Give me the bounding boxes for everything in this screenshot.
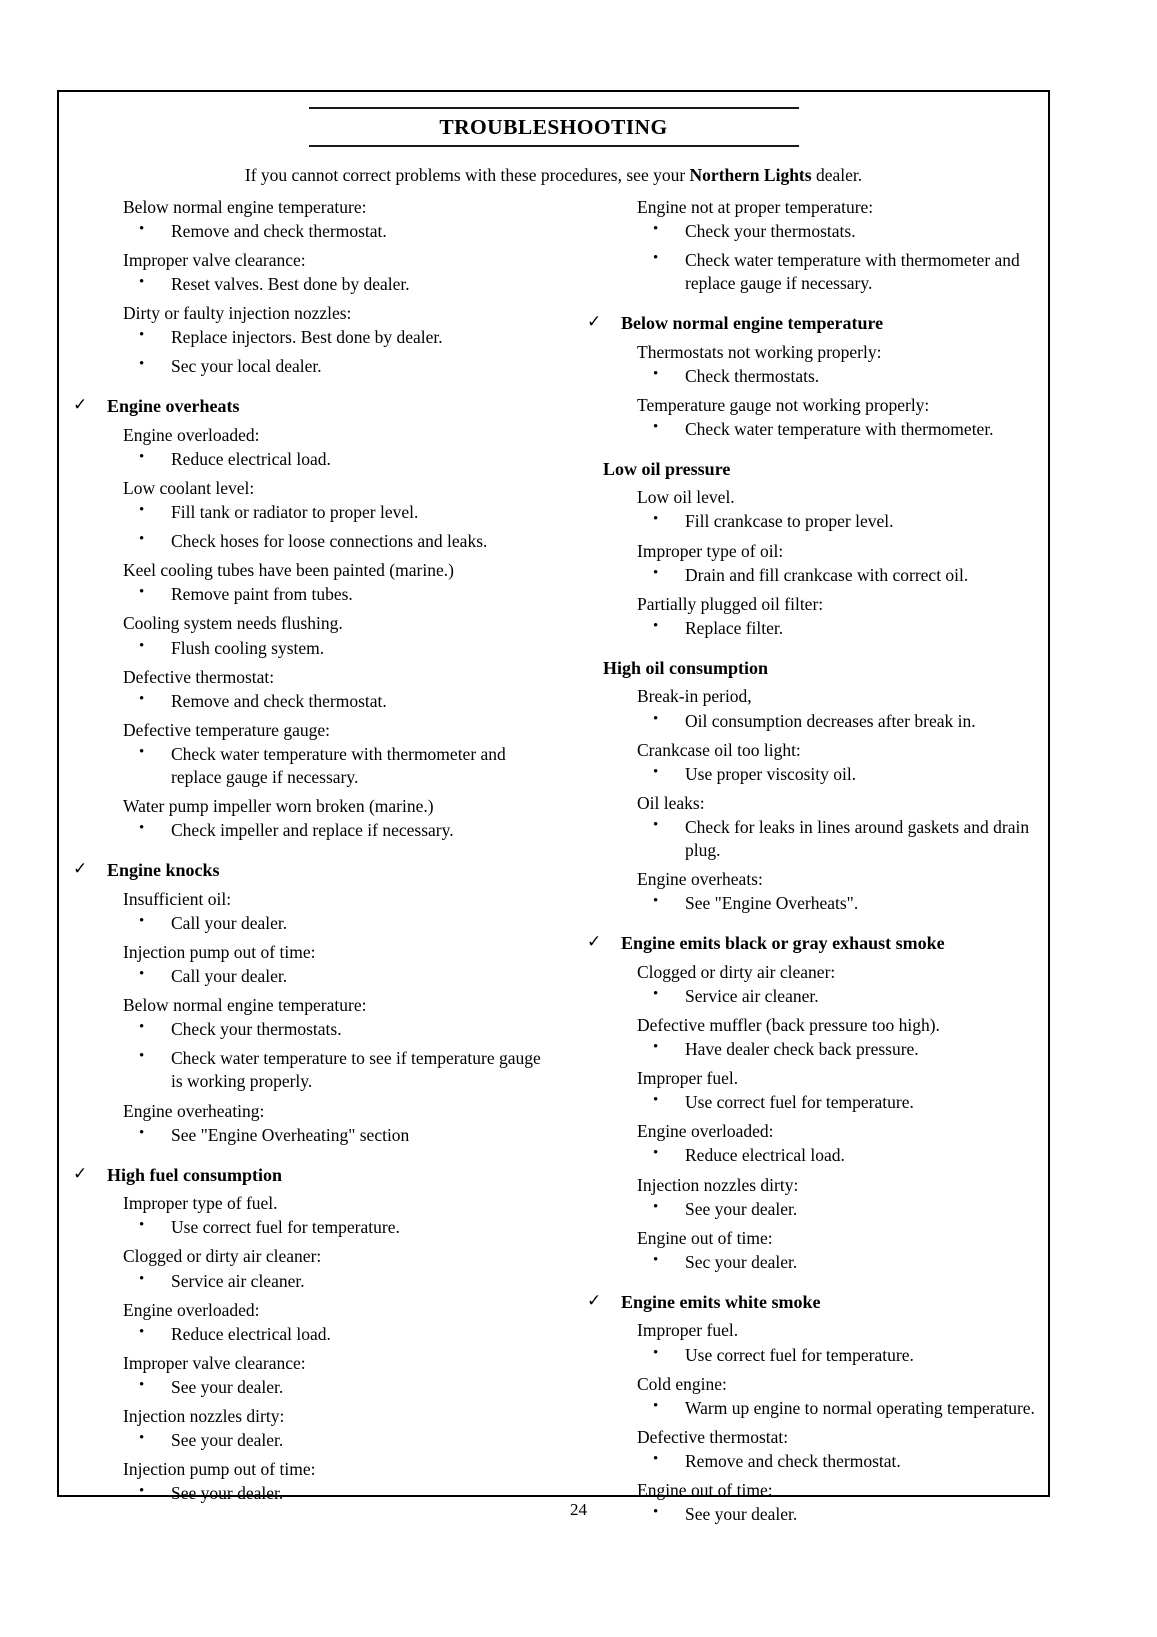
- remedy-text: Use proper viscosity oil.: [685, 763, 857, 784]
- remedy-item: [575, 892, 1045, 915]
- section-heading: [575, 312, 1045, 335]
- cause-label: Low coolant level:: [123, 477, 255, 498]
- cause-remedy-group: [61, 941, 556, 988]
- bullet-icon: •: [653, 511, 659, 528]
- remedy-text: Oil consumption decreases after break in.: [685, 710, 976, 731]
- remedy-text: See your dealer.: [685, 1504, 798, 1525]
- remedy-item: [575, 710, 1045, 733]
- cause-label: Engine overheats:: [637, 869, 763, 890]
- remedy-text: Remove and check thermostat.: [685, 1450, 901, 1471]
- cause-label: Improper fuel.: [637, 1068, 739, 1089]
- intro-suffix: dealer.: [811, 164, 863, 185]
- remedy-text: Check thermostats.: [685, 365, 820, 386]
- bullet-icon: •: [653, 365, 659, 382]
- remedy-item: [575, 1038, 1045, 1061]
- bullet-icon: •: [139, 1019, 145, 1036]
- section-heading: [575, 657, 1045, 680]
- intro-brand: Northern Lights: [689, 164, 812, 185]
- remedy-text: Reduce electrical load.: [171, 1323, 331, 1344]
- bullet-icon: •: [653, 1198, 659, 1215]
- bullet-icon: •: [139, 220, 145, 237]
- cause-label: Injection nozzles dirty:: [123, 1405, 285, 1426]
- remedy-text: Check hoses for loose connections and leaks.: [171, 531, 488, 552]
- cause-label: Engine out of time:: [637, 1227, 773, 1248]
- bullet-icon: •: [653, 1039, 659, 1056]
- bullet-icon: •: [653, 893, 659, 910]
- section-heading-label: Engine emits white smoke: [621, 1291, 821, 1312]
- remedy-item: [575, 816, 1045, 862]
- remedy-item: [61, 912, 556, 935]
- cause-label: Oil leaks:: [637, 792, 705, 813]
- section-heading-label: High oil consumption: [603, 657, 769, 678]
- section-heading: [61, 395, 556, 418]
- section-heading-label: High fuel consumption: [107, 1164, 283, 1185]
- cause-remedy-group: [61, 666, 556, 713]
- bullet-icon: •: [653, 1397, 659, 1414]
- remedy-text: See your dealer.: [171, 1430, 284, 1451]
- remedy-item: [61, 1018, 556, 1041]
- remedy-text: Call your dealer.: [171, 966, 288, 987]
- remedy-item: [61, 637, 556, 660]
- remedy-text: Service air cleaner.: [171, 1270, 305, 1291]
- cause-remedy-group: [61, 196, 556, 243]
- remedy-item: [575, 1198, 1045, 1221]
- cause-label: Improper type of oil:: [637, 540, 784, 561]
- remedy-item: [575, 985, 1045, 1008]
- cause-label: Insufficient oil:: [123, 888, 232, 909]
- cause-label: Injection nozzles dirty:: [637, 1174, 799, 1195]
- remedy-text: Remove paint from tubes.: [171, 584, 353, 605]
- bullet-icon: •: [653, 985, 659, 1002]
- cause-remedy-group: [575, 593, 1045, 640]
- cause-remedy-group: [575, 1014, 1045, 1061]
- remedy-text: Use correct fuel for temperature.: [171, 1217, 400, 1238]
- cause-remedy-group: [61, 612, 556, 659]
- bullet-icon: •: [139, 1124, 145, 1141]
- remedy-text: Use correct fuel for temperature.: [685, 1344, 914, 1365]
- cause-remedy-group: [575, 1426, 1045, 1473]
- cause-label: Temperature gauge not working properly:: [637, 394, 930, 415]
- cause-remedy-group: [61, 1299, 556, 1346]
- cause-label: Partially plugged oil filter:: [637, 593, 824, 614]
- bullet-icon: •: [139, 966, 145, 983]
- cause-label: Cold engine:: [637, 1373, 727, 1394]
- cause-remedy-group: [575, 685, 1045, 732]
- cause-label: Clogged or dirty air cleaner:: [637, 961, 836, 982]
- bullet-icon: •: [139, 502, 145, 519]
- cause-label: Cooling system needs flushing.: [123, 613, 343, 634]
- check-icon: ✓: [73, 859, 88, 879]
- title-rule-bottom: [309, 145, 799, 147]
- cause-remedy-group: [61, 795, 556, 842]
- remedy-item: [61, 583, 556, 606]
- remedy-text: Check your thermostats.: [685, 220, 856, 241]
- bullet-icon: •: [139, 820, 145, 837]
- remedy-item: [575, 510, 1045, 533]
- remedy-item: [61, 501, 556, 524]
- check-icon: ✓: [587, 1290, 602, 1310]
- remedy-text: Use correct fuel for temperature.: [685, 1092, 914, 1113]
- section-heading-label: Engine knocks: [107, 860, 220, 881]
- bullet-icon: •: [139, 1483, 145, 1500]
- cause-remedy-group: [575, 792, 1045, 862]
- bullet-icon: •: [139, 912, 145, 929]
- remedy-text: Remove and check thermostat.: [171, 690, 387, 711]
- remedy-item: [61, 1376, 556, 1399]
- remedy-text: Check for leaks in lines around gaskets and drain plug.: [685, 816, 1030, 860]
- cause-remedy-group: [61, 559, 556, 606]
- title-block: [309, 107, 799, 147]
- cause-remedy-group: [575, 486, 1045, 533]
- cause-label: Below normal engine temperature:: [123, 196, 367, 217]
- remedy-item: [575, 1344, 1045, 1367]
- bullet-icon: •: [653, 1450, 659, 1467]
- cause-label: Defective thermostat:: [637, 1426, 789, 1447]
- cause-remedy-group: [575, 540, 1045, 587]
- remedy-text: Reduce electrical load.: [171, 448, 331, 469]
- remedy-item: [575, 1091, 1045, 1114]
- bullet-icon: •: [139, 356, 145, 373]
- check-icon: ✓: [587, 312, 602, 331]
- cause-remedy-group: [61, 1405, 556, 1452]
- cause-remedy-group: [575, 1373, 1045, 1420]
- cause-remedy-group: [575, 341, 1045, 388]
- cause-remedy-group: [61, 1100, 556, 1147]
- section-heading-label: Low oil pressure: [603, 458, 731, 479]
- cause-label: Improper fuel.: [637, 1320, 739, 1341]
- bullet-icon: •: [139, 1430, 145, 1447]
- cause-remedy-group: [61, 249, 556, 296]
- remedy-text: Warm up engine to normal operating temperature.: [685, 1397, 1035, 1418]
- remedy-item: [575, 1397, 1045, 1420]
- remedy-text: See "Engine Overheats".: [685, 893, 859, 914]
- cause-label: Crankcase oil too light:: [637, 739, 801, 760]
- remedy-item: [61, 448, 556, 471]
- cause-remedy-group: [575, 1319, 1045, 1366]
- remedy-text: See your dealer.: [685, 1198, 798, 1219]
- bullet-icon: •: [653, 710, 659, 727]
- bullet-icon: •: [139, 327, 145, 344]
- bullet-icon: •: [139, 1217, 145, 1234]
- cause-label: Engine overloaded:: [123, 424, 260, 445]
- remedy-text: See "Engine Overheating" section: [171, 1124, 410, 1145]
- remedy-text: Sec your local dealer.: [171, 356, 322, 377]
- cause-remedy-group: [61, 424, 556, 471]
- bullet-icon: •: [139, 1323, 145, 1340]
- page-number: 24: [570, 1500, 587, 1519]
- remedy-text: Replace filter.: [685, 617, 784, 638]
- bullet-icon: •: [653, 617, 659, 634]
- section-heading: [575, 458, 1045, 481]
- cause-label: Engine not at proper temperature:: [637, 196, 874, 217]
- bullet-icon: •: [653, 816, 659, 833]
- cause-label: Low oil level.: [637, 487, 735, 508]
- remedy-item: [61, 1429, 556, 1452]
- cause-remedy-group: [575, 196, 1045, 295]
- bullet-icon: •: [139, 690, 145, 707]
- cause-remedy-group: [575, 868, 1045, 915]
- cause-label: Improper valve clearance:: [123, 1352, 306, 1373]
- remedy-text: Fill tank or radiator to proper level.: [171, 502, 419, 523]
- remedy-text: Check water temperature with thermometer and replace gauge if necessary.: [685, 249, 1020, 293]
- cause-label: Injection pump out of time:: [123, 1459, 316, 1480]
- remedy-item: [61, 1216, 556, 1239]
- remedy-text: Check water temperature to see if temperature gauge is working properly.: [171, 1048, 541, 1092]
- remedy-item: [61, 273, 556, 296]
- cause-label: Injection pump out of time:: [123, 941, 316, 962]
- remedy-text: See your dealer.: [171, 1376, 284, 1397]
- bullet-icon: •: [139, 743, 145, 760]
- cause-label: Engine overloaded:: [637, 1121, 774, 1142]
- cause-label: Thermostats not working properly:: [637, 341, 882, 362]
- bullet-icon: •: [653, 564, 659, 581]
- cause-remedy-group: [575, 739, 1045, 786]
- cause-remedy-group: [61, 1458, 556, 1505]
- remedy-item: [61, 690, 556, 713]
- left-column: [61, 196, 556, 1512]
- bullet-icon: •: [139, 584, 145, 601]
- remedy-item: [575, 1144, 1045, 1167]
- bullet-icon: •: [139, 448, 145, 465]
- cause-label: Water pump impeller worn broken (marine.): [123, 796, 434, 817]
- remedy-item: [61, 220, 556, 243]
- cause-remedy-group: [575, 1174, 1045, 1221]
- remedy-text: Service air cleaner.: [685, 985, 819, 1006]
- remedy-text: Check water temperature with thermometer.: [685, 418, 994, 439]
- bullet-icon: •: [653, 249, 659, 266]
- section-heading-label: Engine overheats: [107, 396, 240, 417]
- remedy-text: Fill crankcase to proper level.: [685, 511, 894, 532]
- bullet-icon: •: [139, 1270, 145, 1287]
- remedy-item: [61, 965, 556, 988]
- bullet-icon: •: [653, 1251, 659, 1268]
- cause-label: Below normal engine temperature:: [123, 995, 367, 1016]
- bullet-icon: •: [139, 1376, 145, 1393]
- remedy-item: [575, 763, 1045, 786]
- remedy-item: [575, 418, 1045, 441]
- remedy-item: [61, 819, 556, 842]
- bullet-icon: •: [653, 1145, 659, 1162]
- cause-label: Clogged or dirty air cleaner:: [123, 1246, 322, 1267]
- remedy-item: [575, 365, 1045, 388]
- intro-paragraph: [57, 164, 1050, 187]
- cause-remedy-group: [61, 1192, 556, 1239]
- cause-label: Break-in period,: [637, 686, 752, 707]
- bullet-icon: •: [653, 220, 659, 237]
- remedy-item: [61, 1270, 556, 1293]
- bullet-icon: •: [139, 531, 145, 548]
- cause-remedy-group: [575, 1120, 1045, 1167]
- bullet-icon: •: [139, 637, 145, 654]
- cause-label: Defective temperature gauge:: [123, 719, 330, 740]
- remedy-text: Check your thermostats.: [171, 1019, 342, 1040]
- remedy-item: [61, 530, 556, 553]
- remedy-text: Drain and fill crankcase with correct oil.: [685, 564, 969, 585]
- remedy-item: [61, 743, 556, 789]
- remedy-item: [575, 220, 1045, 243]
- remedy-text: Sec your dealer.: [685, 1251, 798, 1272]
- remedy-text: Reset valves. Best done by dealer.: [171, 273, 410, 294]
- section-heading: [575, 1291, 1045, 1314]
- section-heading: [61, 859, 556, 882]
- cause-remedy-group: [61, 1245, 556, 1292]
- bullet-icon: •: [653, 763, 659, 780]
- cause-label: Engine out of time:: [637, 1479, 773, 1500]
- remedy-text: Call your dealer.: [171, 912, 288, 933]
- check-icon: ✓: [587, 932, 602, 952]
- remedy-text: Have dealer check back pressure.: [685, 1039, 919, 1060]
- bullet-icon: •: [653, 1092, 659, 1109]
- check-icon: ✓: [73, 1163, 88, 1183]
- bullet-icon: •: [653, 1504, 659, 1521]
- right-column: [575, 196, 1045, 1533]
- cause-remedy-group: [61, 477, 556, 553]
- cause-label: Defective thermostat:: [123, 666, 275, 687]
- remedy-item: [61, 355, 556, 378]
- cause-label: Keel cooling tubes have been painted (marine.): [123, 560, 454, 581]
- cause-remedy-group: [575, 961, 1045, 1008]
- cause-remedy-group: [61, 719, 556, 789]
- remedy-item: [575, 564, 1045, 587]
- cause-label: Engine overheating:: [123, 1100, 265, 1121]
- cause-label: Improper type of fuel.: [123, 1193, 278, 1214]
- remedy-item: [575, 1450, 1045, 1473]
- remedy-text: Replace injectors. Best done by dealer.: [171, 327, 443, 348]
- cause-remedy-group: [575, 1067, 1045, 1114]
- check-icon: ✓: [73, 395, 88, 415]
- cause-label: Improper valve clearance:: [123, 249, 306, 270]
- remedy-item: [61, 1047, 556, 1093]
- cause-remedy-group: [61, 1352, 556, 1399]
- bullet-icon: •: [139, 1048, 145, 1065]
- remedy-text: Remove and check thermostat.: [171, 220, 387, 241]
- remedy-text: Flush cooling system.: [171, 637, 325, 658]
- remedy-item: [575, 249, 1045, 295]
- bullet-icon: •: [139, 273, 145, 290]
- section-heading-label: Engine emits black or gray exhaust smoke: [621, 933, 945, 954]
- cause-label: Dirty or faulty injection nozzles:: [123, 303, 352, 323]
- cause-remedy-group: [575, 1227, 1045, 1274]
- remedy-item: [61, 1124, 556, 1147]
- cause-label: Engine overloaded:: [123, 1299, 260, 1320]
- remedy-text: Check impeller and replace if necessary.: [171, 820, 454, 841]
- cause-remedy-group: [61, 888, 556, 935]
- section-heading: [61, 1164, 556, 1187]
- page-title: TROUBLESHOOTING: [439, 115, 668, 139]
- remedy-item: [575, 1251, 1045, 1274]
- remedy-item: [61, 326, 556, 349]
- cause-remedy-group: [575, 394, 1045, 441]
- bullet-icon: •: [653, 418, 659, 435]
- remedy-item: [575, 617, 1045, 640]
- cause-remedy-group: [61, 302, 556, 378]
- cause-label: Defective muffler (back pressure too high).: [637, 1014, 940, 1035]
- remedy-item: [61, 1323, 556, 1346]
- remedy-text: Check water temperature with thermometer and replace gauge if necessary.: [171, 743, 506, 787]
- cause-remedy-group: [61, 994, 556, 1093]
- intro-prefix: If you cannot correct problems with these procedures, see your: [244, 164, 690, 185]
- bullet-icon: •: [653, 1344, 659, 1361]
- remedy-text: Reduce electrical load.: [685, 1145, 845, 1166]
- remedy-text: See your dealer.: [171, 1483, 284, 1504]
- section-heading: [575, 932, 1045, 955]
- section-heading-label: Below normal engine temperature: [621, 313, 884, 333]
